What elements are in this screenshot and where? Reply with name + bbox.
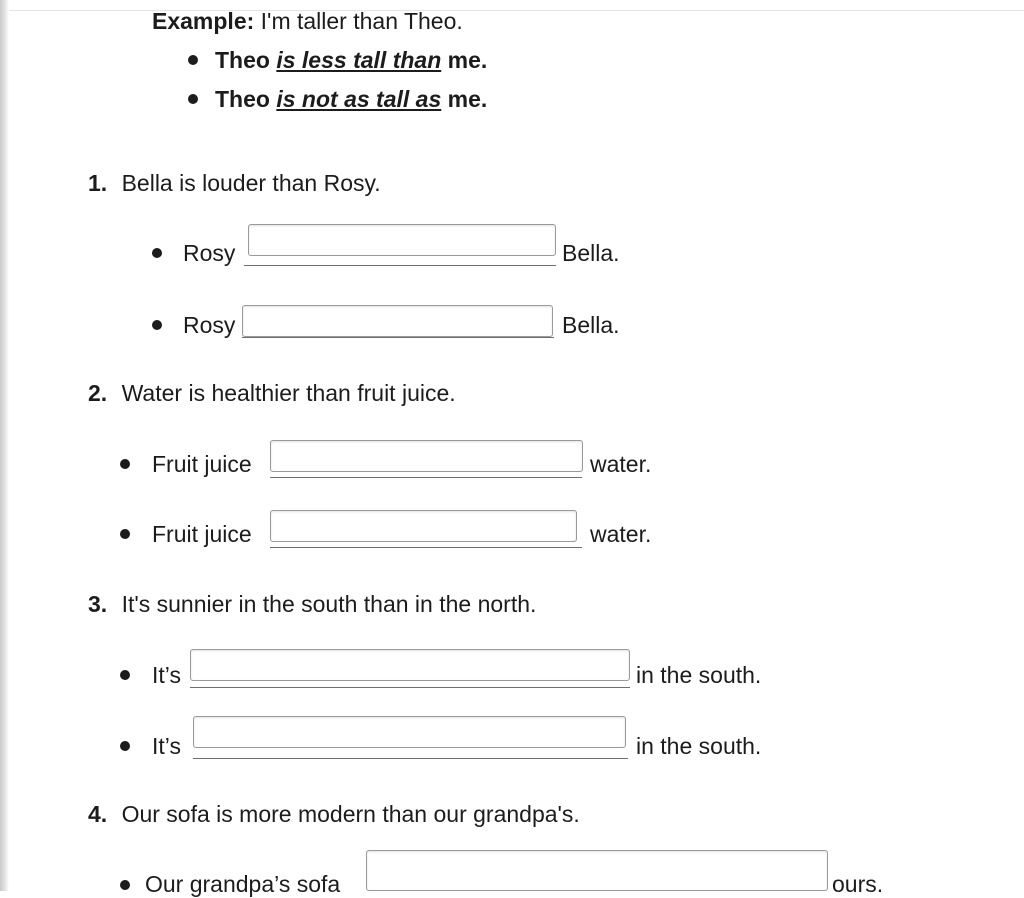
example-sentence: I'm taller than Theo. xyxy=(260,8,463,34)
exercise-text: Bella is louder than Rosy. xyxy=(121,170,381,196)
bullet-dot xyxy=(120,529,130,539)
bullet-dot xyxy=(188,55,198,65)
exercise-text: It's sunnier in the south than in the north. xyxy=(121,591,537,617)
item-subject: Fruit juice xyxy=(152,521,252,547)
answer-input-2b[interactable] xyxy=(270,510,577,542)
exercise-3-sentence xyxy=(88,590,536,618)
exercise-text: Our sofa is more modern than our grandpa's. xyxy=(121,801,580,827)
example-answer: is less tall than xyxy=(276,47,442,73)
example-subject: Theo xyxy=(215,47,270,73)
answer-rule xyxy=(270,477,582,478)
exercise-number: 2. xyxy=(88,380,108,406)
exercise-1-sentence xyxy=(88,169,381,197)
item-end: in the south. xyxy=(636,733,762,759)
answer-input-3a[interactable] xyxy=(190,649,630,681)
exercise-text: Water is healthier than fruit juice. xyxy=(121,380,456,406)
bullet-dot xyxy=(120,670,130,680)
item-end: water. xyxy=(590,451,652,477)
item-subject: Fruit juice xyxy=(152,451,252,477)
item-end: ours. xyxy=(832,871,884,897)
exercise-number: 3. xyxy=(88,591,108,617)
example-bullet-2 xyxy=(215,85,487,113)
answer-input-2a[interactable] xyxy=(270,440,583,472)
answer-rule xyxy=(270,547,582,548)
example-line xyxy=(152,7,463,35)
answer-rule xyxy=(193,758,628,759)
exercise-number: 1. xyxy=(88,170,108,196)
example-bullet-1 xyxy=(215,46,487,74)
bullet-dot xyxy=(152,320,162,330)
answer-input-1a[interactable] xyxy=(248,224,556,256)
answer-input-4a[interactable] xyxy=(366,850,828,891)
item-end: Bella. xyxy=(562,240,620,266)
item-subject: It’s xyxy=(152,733,181,759)
bullet-dot xyxy=(120,459,130,469)
item-subject: It’s xyxy=(152,662,181,688)
exercise-4-sentence xyxy=(88,800,580,828)
item-end: in the south. xyxy=(636,662,762,688)
answer-rule xyxy=(242,337,554,338)
bullet-dot xyxy=(120,880,130,890)
example-end: me. xyxy=(447,86,488,112)
item-subject: Our grandpa’s sofa xyxy=(145,871,341,897)
item-subject: Rosy xyxy=(183,240,236,266)
example-subject: Theo xyxy=(215,86,270,112)
example-answer: is not as tall as xyxy=(276,86,442,112)
page-left-edge xyxy=(0,0,9,891)
example-label: Example: xyxy=(152,8,255,34)
answer-input-1b[interactable] xyxy=(242,305,553,337)
exercise-2-sentence xyxy=(88,379,456,407)
exercise-number: 4. xyxy=(88,801,108,827)
example-end: me. xyxy=(447,47,488,73)
answer-input-3b[interactable] xyxy=(193,716,626,748)
item-subject: Rosy xyxy=(183,312,236,338)
bullet-dot xyxy=(188,94,198,104)
answer-rule xyxy=(190,687,630,688)
bullet-dot xyxy=(152,248,162,258)
answer-rule xyxy=(244,265,556,266)
bullet-dot xyxy=(120,741,130,751)
item-end: water. xyxy=(590,521,652,547)
item-end: Bella. xyxy=(562,312,620,338)
